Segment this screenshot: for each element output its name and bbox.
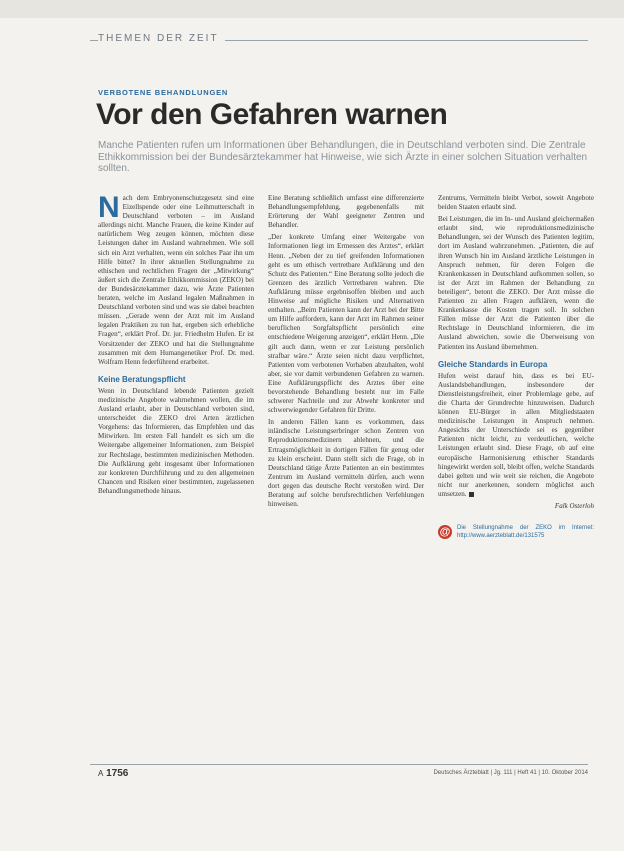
- paragraph: Eine Beratung schließlich umfasst eine differenzierte Behandlungsempfehlung, gegebenenfalls mit Erörterung der Wahl geeigneter Zentren und Behandler.: [268, 194, 424, 230]
- drop-cap: N: [98, 191, 120, 224]
- paragraph: Zentrums, Vermitteln bleibt Verbot, soweit Angebote beiden Staaten erlaubt sind.: [438, 194, 594, 212]
- kicker: VERBOTENE BEHANDLUNGEN: [98, 88, 229, 97]
- at-sign-icon: @: [439, 526, 451, 539]
- paragraph-text: ach dem Embryonenschutzgesetz sind eine Eizellspende oder eine Leihmutterschaft in Deutschland verboten – im Ausland allerdings nicht. Manche Frauen, die keine Kinder auf natürlichem Weg zeugen können, möchten diese Leistungen daher im Ausland wahrnehmen. Wie soll sich ein Arzt verhalten, wenn ein solches Paar ihn um Hilfe bittet? In ihrer aktuellen Stellungnahme zu ethischen und rechtlichen Fragen der „Mitwirkung“ äußert sich die Zentrale Ethikkommission (ZEKO) bei der Bundesärztekammer dazu, wie Ärzte Patienten beraten, welche im Ausland legalen Maßnahmen in Deutschland verboten sind und was sie dabei beachten müssen. „Gerade wenn der Arzt mit im Ausland legalen Praktiken zu tun hat, ergeben sich erhebliche Fragen“, erklärt Prof. Dr. jur. Friedhelm Hufen. Er ist Vorsitzender der ZEKO und hat die Stellungnahme zusammen mit dem Humangenetiker Prof. Dr. med. Wolfram Henn federführend erarbeitet.: [98, 194, 254, 366]
- paragraph: In anderen Fällen kann es vorkommen, dass inländische Leistungserbringer schon Zentren von Reproduktionsmedizinern ablehnen, und die Ertragsmöglichkeit in dortigen Fällen für genug oder zu klein erscheint. Dann stellt sich die Frage, ob in Deutschland tätige Ärzte Patienten an ein bestimmtes Zentrum im Ausland vermitteln dürfen, auch wenn dort gegen das deutsche Recht verstoßen wird. Der Beratung auf solche berufsrechtlichen Verfehlungen hinweisen.: [268, 418, 424, 509]
- article-body: [98, 191, 594, 754]
- online-info-text[interactable]: Die Stellungnahme der ZEKO im Internet: http://www.aerzteblatt.de/131575: [457, 525, 594, 539]
- author-byline: Falk Osterloh: [554, 502, 594, 510]
- paragraph-text: Hufen weist darauf hin, dass es bei EU-Auslandsbehandlungen, insbesondere der Dienstleistungsfreiheit, einer Problemlage gebe, auf die Charta der Grundrechte hinzuweisen. Dadurch können EU-Bürger in allen Mitgliedstaaten medizinische Leistungen in Anspruch nehmen. Angesichts der Unterschiede sei es gegenüber Patienten nicht leicht, zu verdeutlichen, welche Leistungen erlaubt sind. Diese Frage, ob auf eine europäische Harmonisierung ethischer Standards hingewirkt werden soll, bleibt offen, welche Standards dabei gelten und wie weit sie reichen, die Angebote nicht nur anerkennen, sondern möglichst auch umsetzen.: [438, 371, 594, 498]
- paragraph: [98, 191, 254, 367]
- page-number: [98, 768, 128, 779]
- paragraph: Wenn in Deutschland lebende Patienten gezielt medizinische Angebote wahrnehmen wollen, die im Ausland erlaubt, aber in Deutschland verboten sind, unterscheidet die ZEKO drei Arten ärztlichen Vorgehens: das Informieren, das Empfehlen und das Mitwirken. Im ersten Fall handelt es sich um die Weitergabe allgemeiner Informationen, zum Beispiel zur Rechtslage, bestimmten medizinischen Methoden. Die Aufklärung geht insgesamt über Informationen zur konkreten Durchführung und zu den allgemeinen Chancen und Risiken einer bestimmten, zugelassenen Behandlungsmethode hinaus.: [98, 386, 254, 495]
- scan-edge: [0, 0, 624, 18]
- paragraph: Bei Leistungen, die im In- und Ausland gleichermaßen erlaubt sind, wie reproduktionsmedizinische Behandlungen, sei der Wunsch des Patienten legitim, dort im Ausland wahrzunehmen. „Patienten, die auf ihren Wunsch hin im Ausland ärztliche Leistungen in Anspruch nehmen, für deren Folgen die Krankenkassen in Deutschland aufkommen sollen, so ist der Arzt im Rahmen der Behandlung zu beteiligen“, betont die ZEKO. Der Arzt müsse die Patienten zu allen Fragen aufklären, wenn die Krankenkasse die Kosten tragen soll. In solchen Fällen müsse der Arzt die Patienten über die Rechtslage in Deutschland informieren, die im Ausland abweichen, sowie die Überweisung von Patienten ins Ausland übernehmen.: [438, 215, 594, 351]
- lead-paragraph: Manche Patienten rufen um Informationen über Behandlungen, die in Deutschland verboten sind. Die Zentrale Ethikkommission bei der Bundesärztekammer hat Hinweise, wie sich Ärzte in einer solchen Situation verhalten sollten.: [98, 140, 588, 174]
- journal-citation: Deutsches Ärzteblatt | Jg. 111 | Heft 41 | 10. Oktober 2014: [433, 770, 588, 776]
- column-1: [98, 191, 254, 754]
- page-prefix: A: [98, 769, 104, 778]
- section-label: THEMEN DER ZEIT: [98, 33, 225, 44]
- column-3: [438, 194, 594, 754]
- end-mark-icon: [469, 492, 474, 497]
- subheading: Gleiche Standards in Europa: [438, 359, 548, 369]
- online-info-box: [438, 525, 594, 540]
- page-number-value: 1756: [106, 768, 129, 779]
- headline: Vor den Gefahren warnen: [96, 98, 448, 131]
- footer-rule: [90, 764, 588, 765]
- column-2: [268, 194, 424, 754]
- paragraph: „Der konkrete Umfang einer Weitergabe von Informationen liegt im Ermessen des Arztes“, erklärt Henn. „Neben der zu tief greifenden Informationen geht es um ethisch vertretbare Aufklärung und den Schutz des Patienten.“ Eine Beratung sollte jedoch die Grenzen des ärztlich Vertretbaren wahren. Die Aufklärung müsse ergebnisoffen bleiben und auch Hinweise auf mögliche Risiken und Alternativen enthalten. „Beim Patienten kann der Arzt bei der Bitte um Hilfe auffordern, kann der Arzt im Rahmen seiner beruflichen Sorgfaltspflicht persönlich eine entschiedene Weigerung anzeigen“, erklärt Henn. „Die gilt auch dann, wenn er zur Leistung persönlich strafbar wäre.“ Ärzte seien nicht dazu verpflichtet, Patienten vom verbotenen Vorhaben abzuhalten, wohl aber, sie vor damit verbundenen Gefahren zu warnen. Eine Aufklärungspflicht des Arztes über eine bevorstehende Behandlung besteht nur im Falle schwerer Nachteile und zur Abwehr konkreter und schwerwiegender Gefahren für Dritte.: [268, 233, 424, 415]
- paragraph: [438, 372, 594, 499]
- subheading: Keine Beratungspflicht: [98, 374, 186, 384]
